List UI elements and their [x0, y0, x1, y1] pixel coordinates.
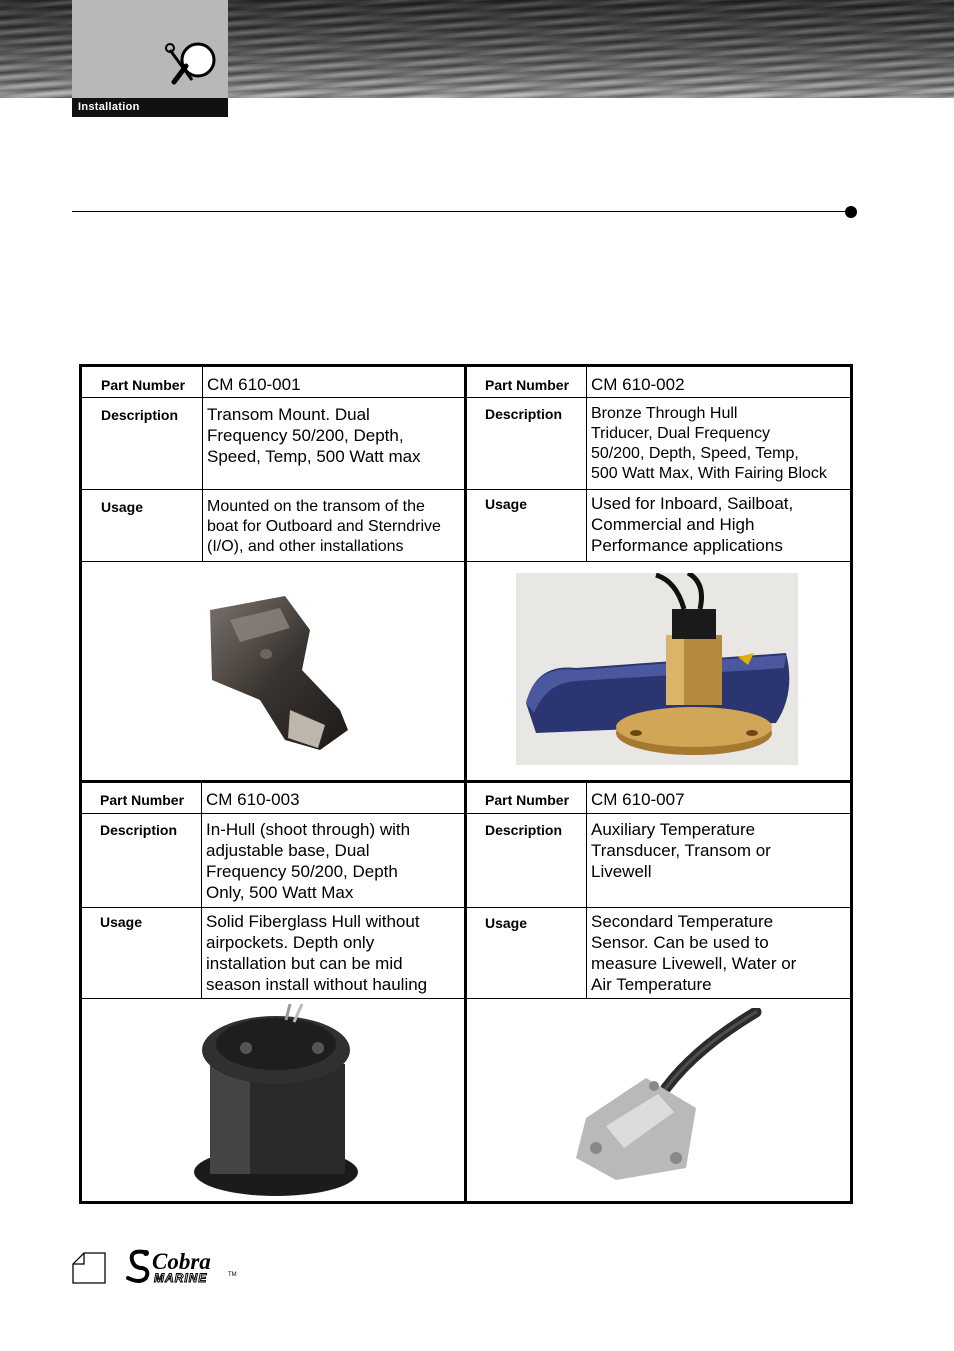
section-divider: [72, 211, 850, 212]
usage-value: Secondard Temperature Sensor. Can be used to measure Livewell, Water or Air Temperature: [591, 912, 797, 994]
row-divider: [82, 780, 850, 783]
part-number-value: CM 610-002: [591, 375, 685, 394]
wrench-magnifier-icon: [164, 36, 222, 90]
row-divider: [82, 998, 850, 999]
row-divider: [82, 907, 850, 908]
part-number-label: Part Number: [100, 792, 185, 808]
part-number-label: Part Number: [485, 377, 570, 393]
part-number-label: Part Number: [101, 377, 186, 393]
label-divider: [586, 782, 587, 998]
usage-label: Usage: [100, 914, 143, 930]
usage-value: Used for Inboard, Sailboat, Commercial and High Performance applications: [591, 494, 794, 555]
description-value: In-Hull (shoot through) with adjustable base, Dual Frequency 50/200, Depth Only, 500 Watt Max: [206, 820, 411, 902]
logo-subtext: MARINE: [154, 1271, 208, 1285]
part-number-value: CM 610-007: [591, 790, 685, 809]
logo-trademark: TM: [228, 1272, 237, 1278]
part-number-label: Part Number: [485, 792, 570, 808]
table-center-divider: [464, 364, 467, 1204]
usage-label: Usage: [485, 915, 528, 931]
cobra-snake-icon: [124, 1246, 154, 1286]
row-divider: [82, 489, 850, 490]
page-number-box: [72, 1252, 106, 1284]
description-value: Bronze Through Hull Triducer, Dual Frequency 50/200, Depth, Speed, Temp, 500 Watt Max, With Fairing Block: [591, 405, 827, 482]
usage-label: Usage: [101, 499, 144, 515]
transom-mount-transducer-image: [190, 590, 360, 760]
part-number-value: CM 610-001: [207, 375, 301, 394]
usage-value: Solid Fiberglass Hull without airpockets. Depth only installation but can be mid season install without hauling: [206, 912, 428, 994]
usage-value: Mounted on the transom of the boat for Outboard and Sterndrive (I/O), and other installations: [207, 498, 441, 555]
bronze-through-hull-triducer-image: [516, 573, 798, 765]
part-number-value: CM 610-003: [206, 790, 300, 809]
row-divider: [82, 561, 850, 562]
description-label: Description: [101, 407, 179, 423]
row-divider: [82, 813, 850, 814]
temperature-sensor-image: [566, 1008, 766, 1190]
description-value: Transom Mount. Dual Frequency 50/200, Depth, Speed, Temp, 500 Watt max: [207, 405, 421, 466]
logo-wordmark: Cobra: [152, 1249, 211, 1274]
section-label: Installation: [72, 98, 228, 117]
cobra-marine-logo: [124, 1246, 240, 1286]
description-label: Description: [485, 822, 563, 838]
usage-label: Usage: [485, 496, 528, 512]
description-label: Description: [485, 406, 563, 422]
row-divider: [82, 397, 850, 398]
description-label: Description: [100, 822, 178, 838]
label-divider: [201, 782, 202, 998]
divider-endpoint: [845, 206, 857, 218]
description-value: Auxiliary Temperature Transducer, Transom or Livewell: [591, 820, 771, 881]
in-hull-transducer-image: [190, 1004, 365, 1198]
